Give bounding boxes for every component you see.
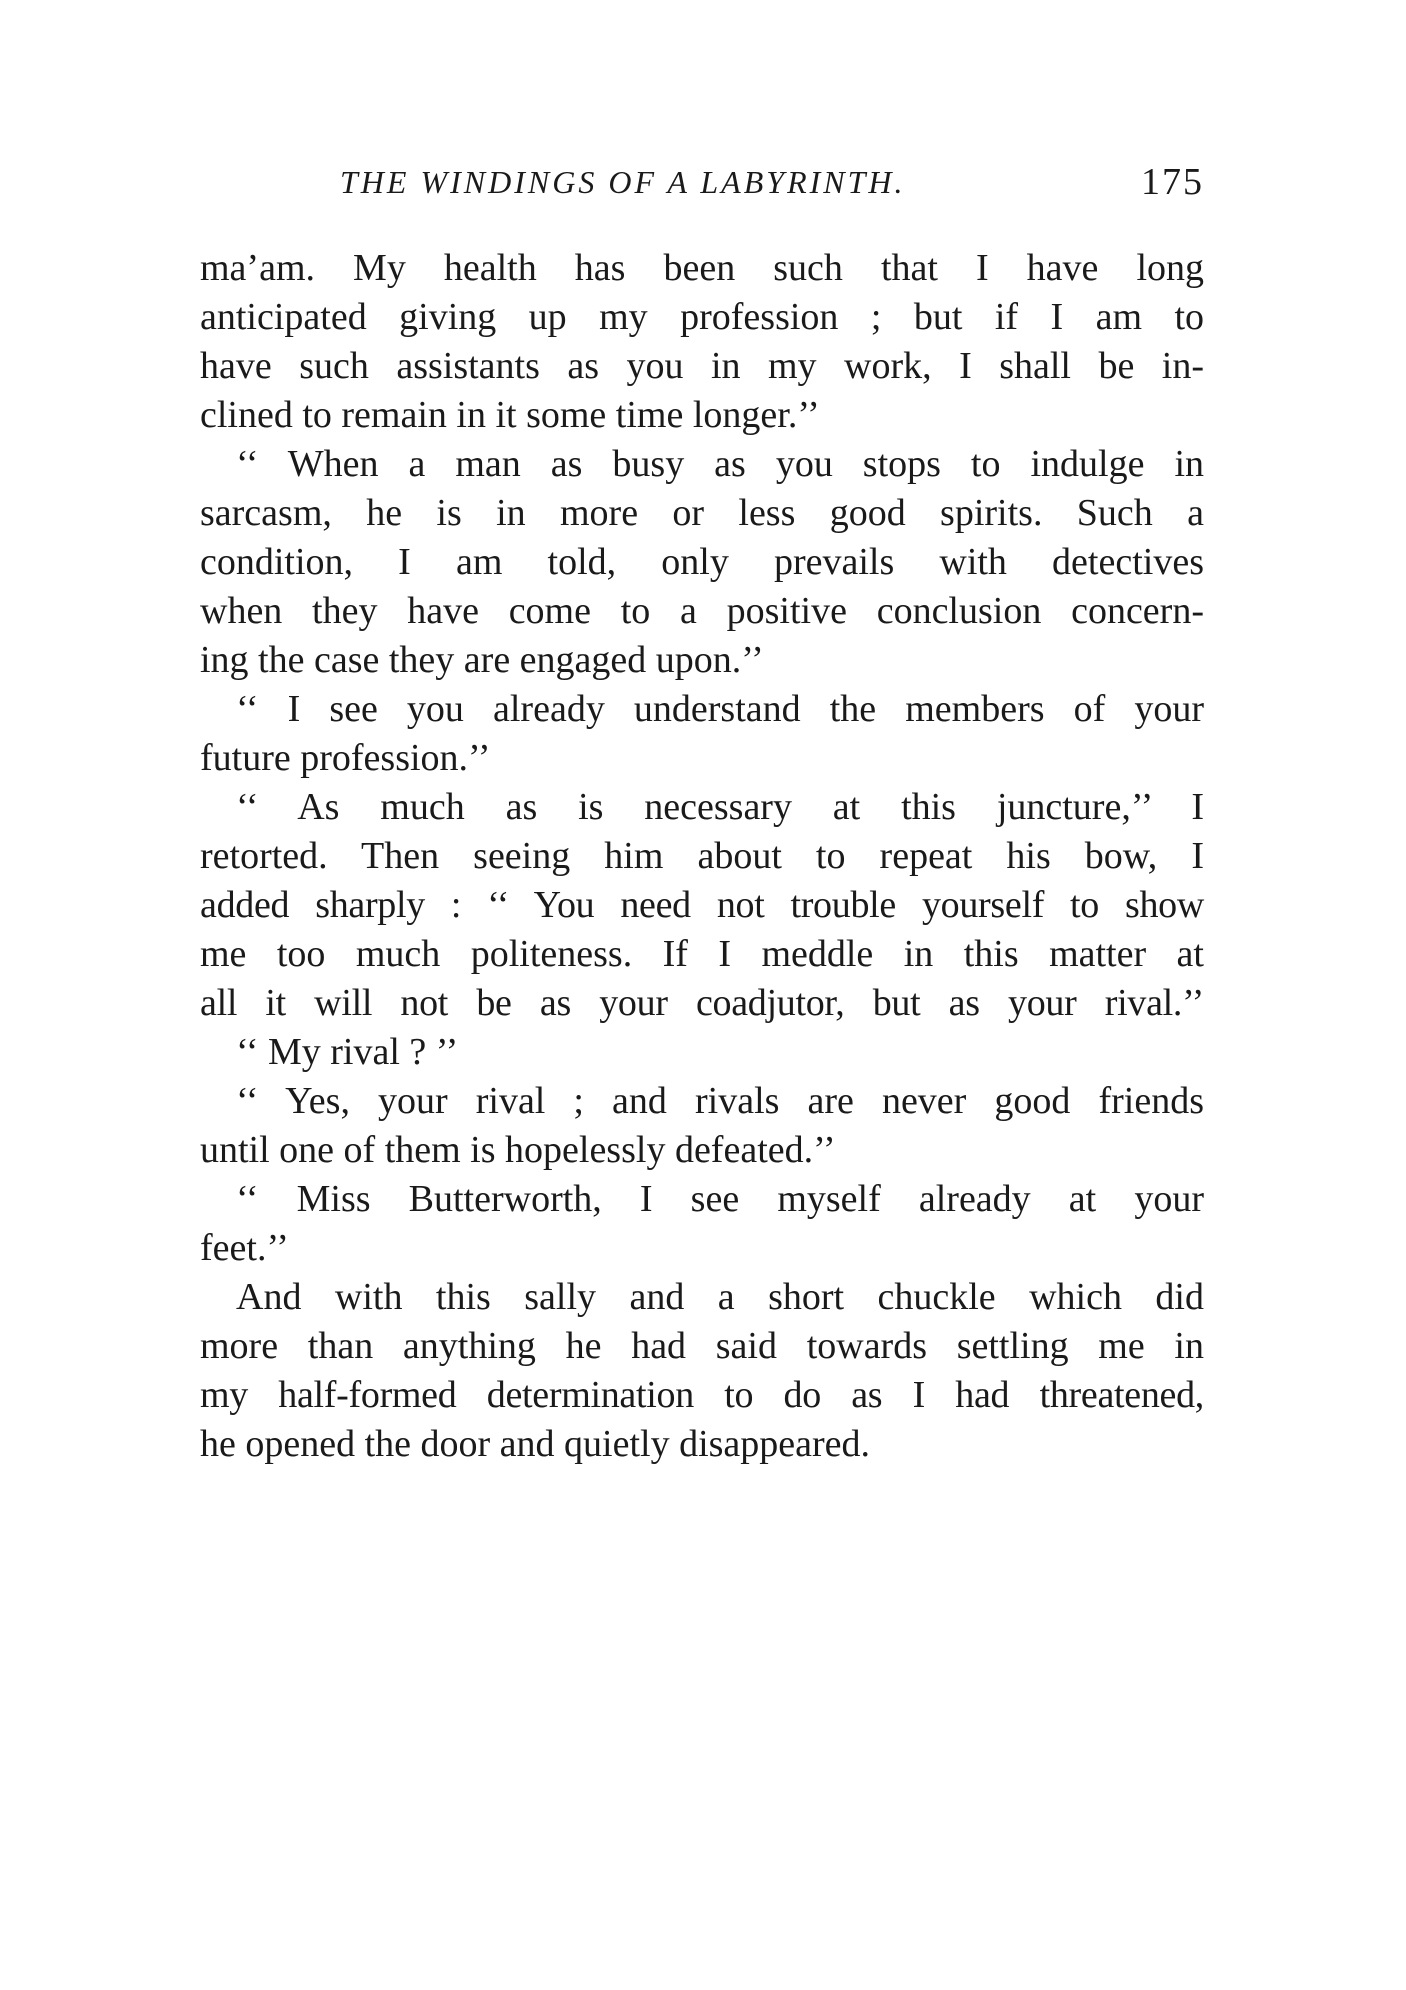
text-line: future profession.’’ [200,737,491,779]
text-line: my half-formed determination to do as I had threatened, [200,1374,1204,1416]
text-line: sarcasm, he is in more or less good spirits. Such a [200,492,1204,534]
text-line: ing the case they are engaged upon.’’ [200,639,764,681]
text-line: ‘‘ As much as is necessary at this juncture,’’ I [236,786,1204,828]
running-title: THE WINDINGS OF A LABYRINTH. [340,164,906,200]
text-line: all it will not be as your coadjutor, but as your rival.’’ [200,982,1204,1024]
text-line: added sharply : ‘‘ You need not trouble yourself to show [200,884,1204,926]
text-line: ‘‘ Miss Butterworth, I see myself already at your [236,1178,1204,1220]
body-text [200,244,1204,1469]
text-line: clined to remain in it some time longer.’’ [200,394,820,436]
text-line: retorted. Then seeing him about to repeat his bow, I [200,835,1204,877]
text-line: he opened the door and quietly disappeared. [200,1423,871,1465]
text-line: me too much politeness. If I meddle in this matter at [200,933,1204,975]
text-line: when they have come to a positive conclusion concern- [200,590,1204,632]
running-head [200,152,1204,212]
text-line: feet.’’ [200,1227,289,1269]
text-line: condition, I am told, only prevails with detectives [200,541,1204,583]
text-line: ‘‘ My rival ? ’’ [236,1031,459,1073]
text-line: more than anything he had said towards settling me in [200,1325,1204,1367]
page-number: 175 [1141,161,1204,203]
text-line: anticipated giving up my profession ; but if I am to [200,296,1204,338]
text-line: ‘‘ When a man as busy as you stops to indulge in [236,443,1204,485]
text-line: have such assistants as you in my work, I shall be in- [200,345,1204,387]
text-line: ‘‘ I see you already understand the members of your [236,688,1204,730]
text-line: ‘‘ Yes, your rival ; and rivals are never good friends [236,1080,1204,1122]
text-line: ma’am. My health has been such that I have long [200,247,1204,289]
text-line: And with this sally and a short chuckle which did [236,1276,1204,1318]
text-line: until one of them is hopelessly defeated.’’ [200,1129,836,1171]
